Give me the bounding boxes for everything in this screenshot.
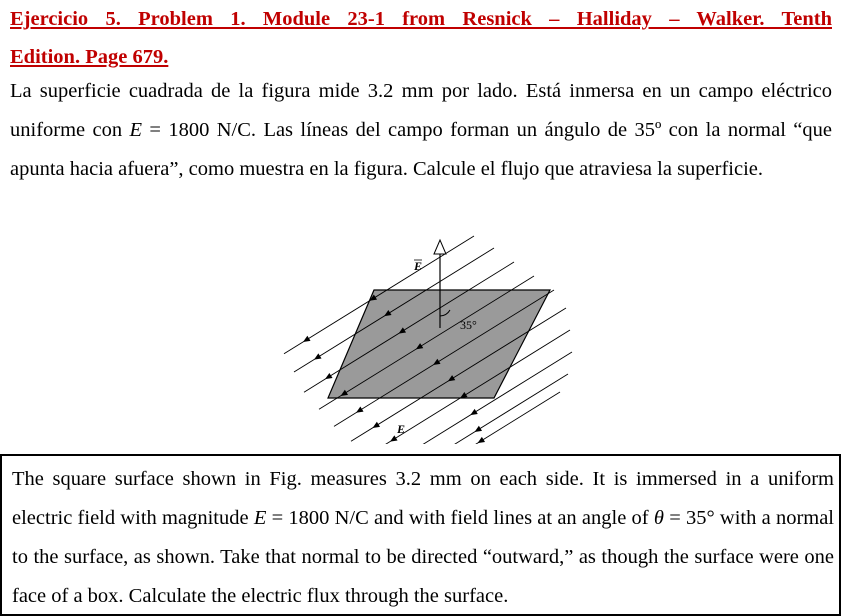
field-line-arrowhead [470,409,478,415]
flux-figure [262,232,582,444]
field-line-arrowhead [390,435,398,441]
english-variable-e: E [253,507,267,529]
field-line [410,392,560,444]
field-line-arrowhead [373,422,381,428]
normal-arrowhead [434,240,446,254]
exercise-heading [10,0,832,76]
english-problem-text [12,460,834,616]
english-text-part-1: The square surface shown in Fig. measures 3.2 mm on each side. It is immersed in a uniform electric field with magnitude [12,468,834,529]
heading-line-1: Ejercicio 5. Problem 1. Module 23-1 from Resnick – Halliday – Walker. Tenth [10,8,832,30]
english-problem-box [0,454,841,616]
heading-line-2: Edition. Page 679. [10,46,169,68]
spanish-variable-e: E [129,119,143,141]
spanish-text-part-1: La superficie cuadrada de la figura mide 3.2 mm por lado. Está inmersa en un campo eléctrico uniforme con [10,80,832,141]
english-text-part-3: = 35° with a normal to the surface, as shown. Take that normal to be directed “outward,” as though the surface were one face of a box. Calculate the electric flux through the surface. [12,507,835,607]
field-line-arrowhead [303,336,311,342]
field-label-top: E [414,259,423,273]
field-line-arrowhead [478,437,486,443]
english-text-part-2: = 1800 N/C and with field lines at an angle of [266,507,654,529]
spanish-text-part-2: = 1800 N/C. Las líneas del campo forman un ángulo de 35º con la normal “que apunta hacia afuera”, como muestra en la figura. Calcule el flujo que atraviesa la superficie. [10,119,832,180]
field-line-arrowhead [356,407,364,413]
angle-label: 35° [460,318,477,332]
field-line-arrowhead [325,373,333,379]
field-line-arrowhead [314,353,322,359]
english-variable-theta: θ [653,507,664,529]
field-label-bottom: E [397,422,406,436]
spanish-problem-text [10,72,832,189]
field-line-arrowhead [475,426,483,432]
